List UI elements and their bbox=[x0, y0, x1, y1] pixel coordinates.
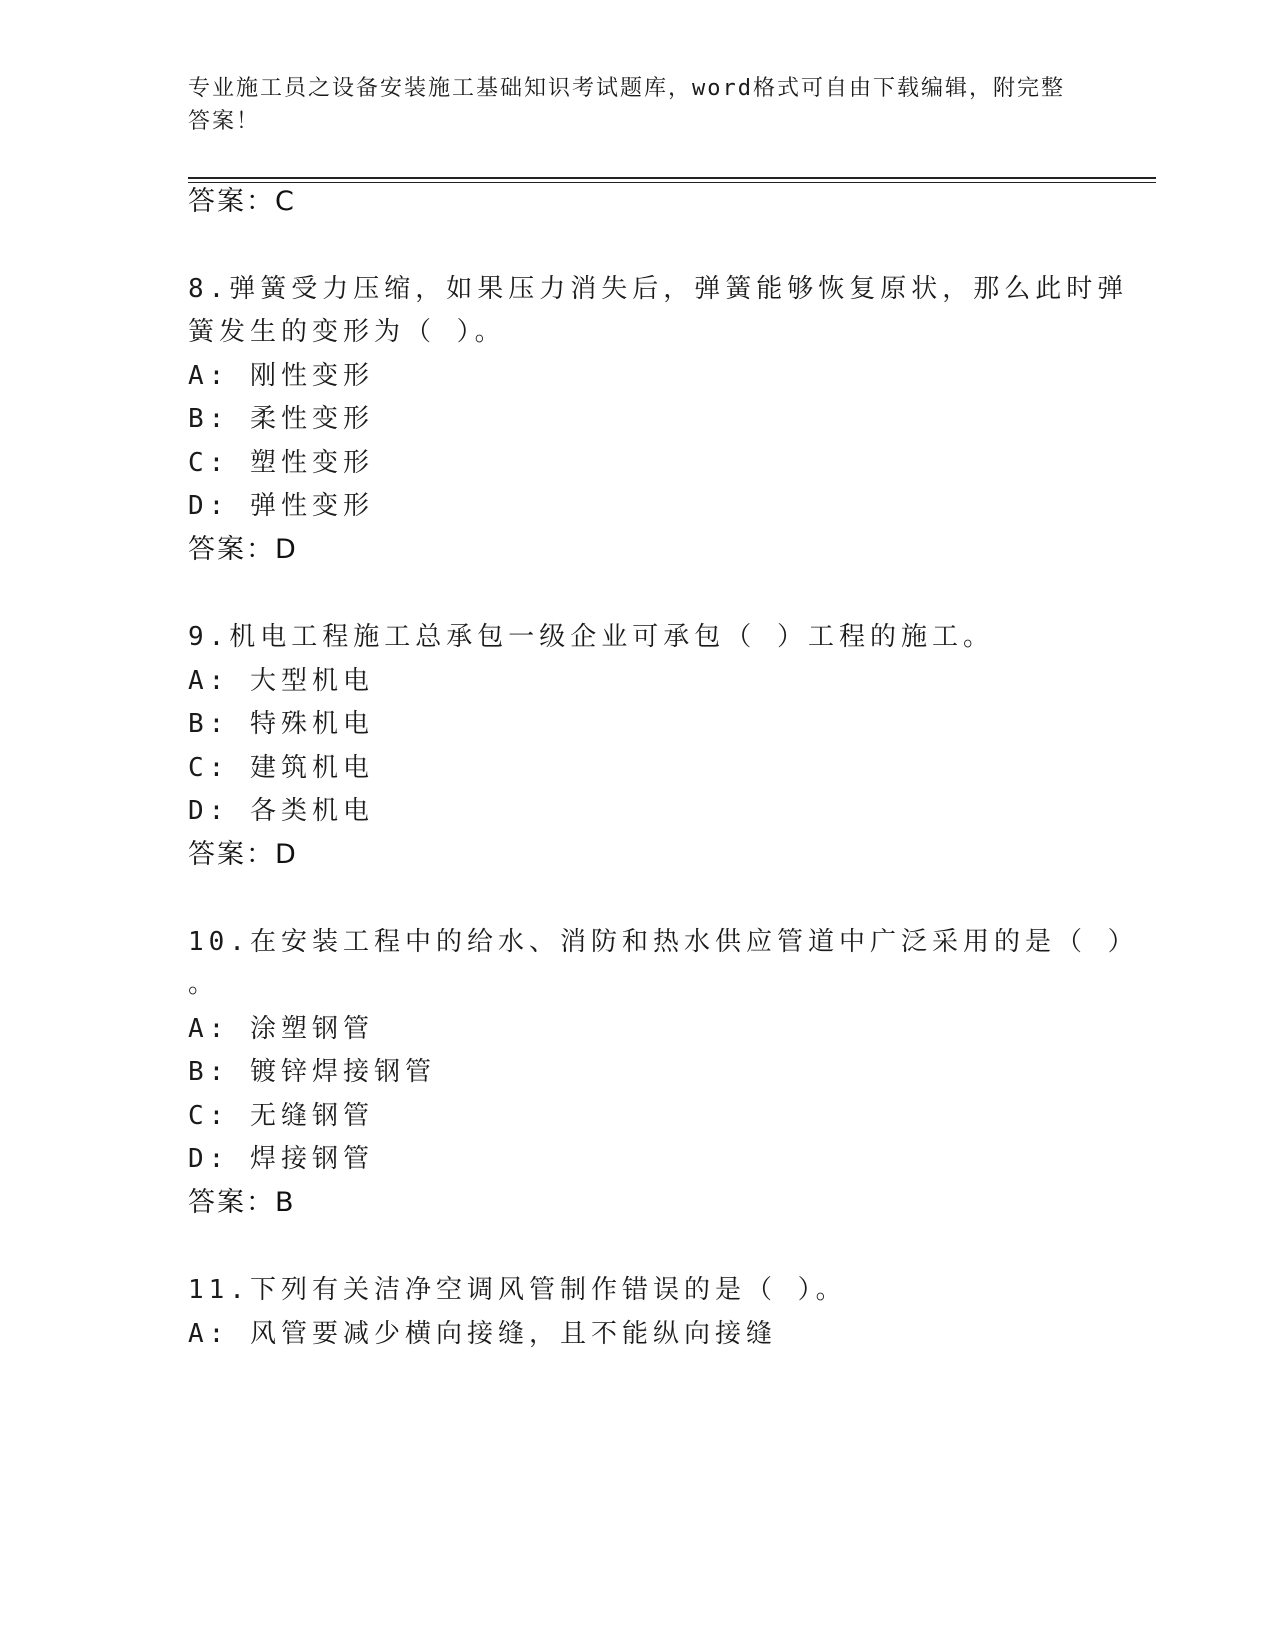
question-10-option-a: A: 涂塑钢管 bbox=[188, 1014, 374, 1044]
question-11-stem: 11.下列有关洁净空调风管制作错误的是（ ）。 bbox=[188, 1275, 847, 1305]
question-9-option-b: B: 特殊机电 bbox=[188, 709, 374, 739]
question-8-answer: 答案：D bbox=[188, 534, 298, 565]
header-divider-thin bbox=[188, 182, 1156, 183]
question-8-option-c: C: 塑性变形 bbox=[188, 448, 374, 478]
question-8-stem: 8.弹簧受力压缩，如果压力消失后，弹簧能够恢复原状，那么此时弹 bbox=[188, 274, 1129, 304]
answer-line: 答案：C bbox=[188, 186, 296, 217]
header-divider bbox=[188, 177, 1156, 179]
document-header: 专业施工员之设备安装施工基础知识考试题库，word格式可自由下载编辑，附完整答案！ bbox=[188, 76, 1065, 134]
question-8-option-a: A: 刚性变形 bbox=[188, 361, 374, 391]
question-10-answer: 答案：B bbox=[188, 1187, 296, 1218]
question-9-answer: 答案：D bbox=[188, 839, 298, 870]
question-10-option-d: D: 焊接钢管 bbox=[188, 1144, 374, 1174]
question-9-stem: 9.机电工程施工总承包一级企业可承包（ ）工程的施工。 bbox=[188, 622, 994, 652]
question-9-option-d: D: 各类机电 bbox=[188, 796, 374, 826]
question-8-option-b: B: 柔性变形 bbox=[188, 404, 374, 434]
question-11-option-a: A: 风管要减少横向接缝，且不能纵向接缝 bbox=[188, 1319, 777, 1349]
question-8-option-d: D: 弹性变形 bbox=[188, 491, 374, 521]
question-9-option-c: C: 建筑机电 bbox=[188, 753, 374, 783]
question-10-stem-cont: 。 bbox=[188, 969, 220, 999]
question-9-option-a: A: 大型机电 bbox=[188, 666, 374, 696]
question-10-stem: 10.在安装工程中的给水、消防和热水供应管道中广泛采用的是（ ） bbox=[188, 927, 1139, 957]
question-8-stem-cont: 簧发生的变形为（ ）。 bbox=[188, 317, 506, 347]
question-10-option-c: C: 无缝钢管 bbox=[188, 1101, 374, 1131]
question-10-option-b: B: 镀锌焊接钢管 bbox=[188, 1057, 436, 1087]
